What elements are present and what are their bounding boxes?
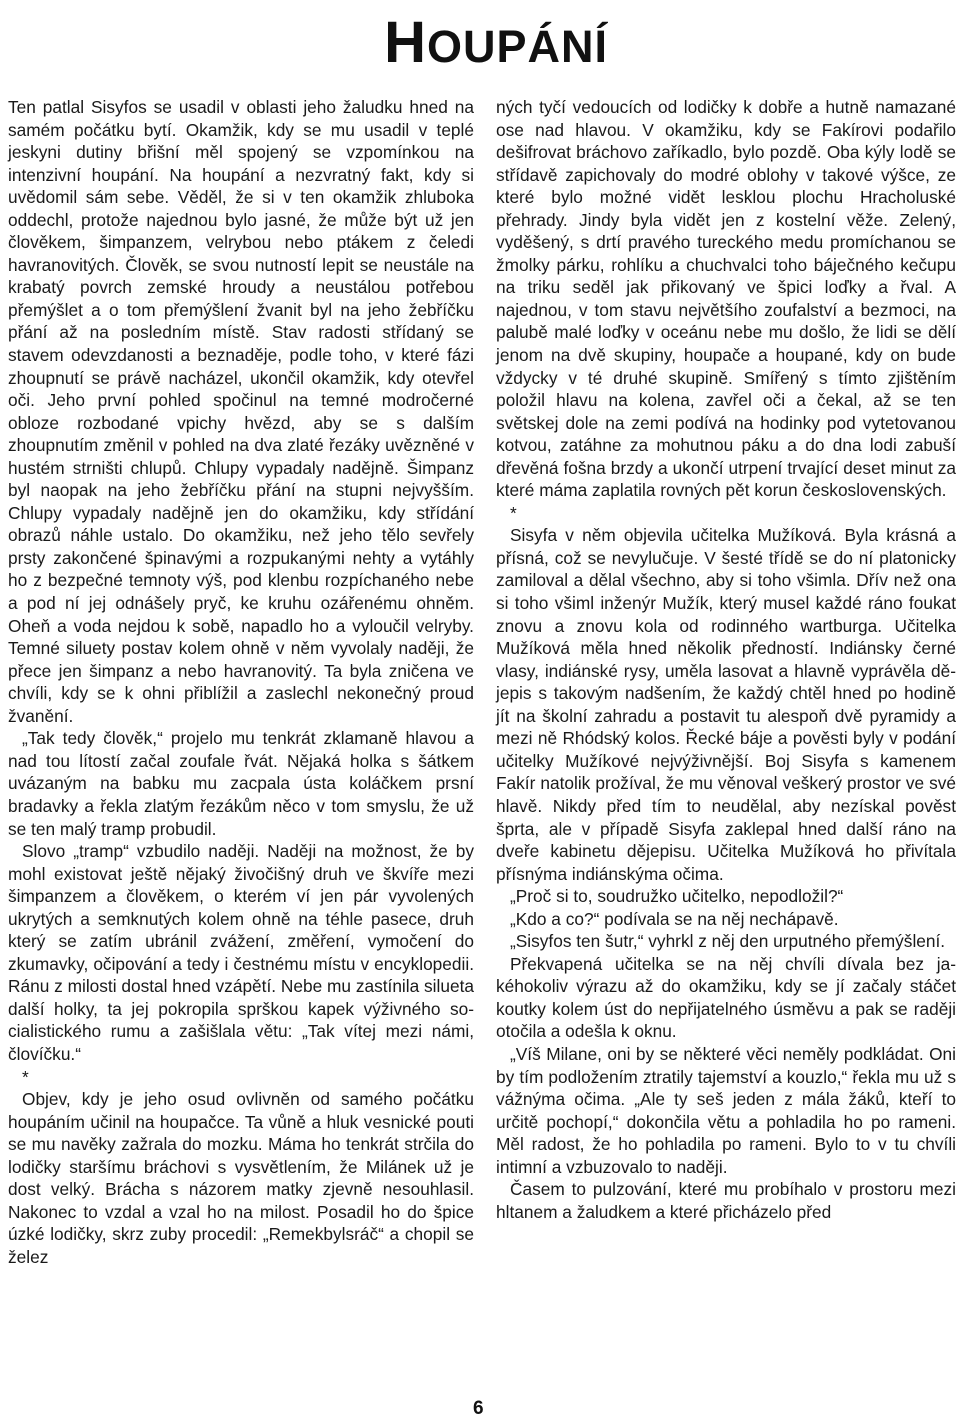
paragraph: Objev, kdy je jeho osud ovlivněn od samého počátku houpáním učinil na houpačce. Ta vůně a hluk vesnické pouti se mu navěky zažrala do mozku. Máma ho tenkrát strčila do lodičky staršímu bráchovi s vysvětlením, že Milánek už je dost velký. Brácha s názorem matky zjevně nesouhlasil. Nakonec to vzdal a vzal ho na milost. Posadil ho do špice úzké lodičky, skrz zuby procedil: „Remekbylsráč“ a chopil se želez [8, 1089, 474, 1267]
paragraph: Sisyfa v něm objevila učitelka Mužíková. Byla krásná a přísná, což se nevylučuje. V šesté třídě se do ní platonicky zamiloval a dělal všechno, aby si toho všimla. Dřív než ona si toho všiml inženýr Mužík, který musel každé ráno foukat znovu a znovu kola od rodinného wartburga. Učitelka Mužíková měla hned několik předností. Indiánsky černé vlasy, indiánské rysy, uměla lasovat a hlavně vyprávěla dějepis s takovým nadšením, že každý chtěl hned po hodině jít na školní zahradu a postavit tu alespoň dvě pyramidy a mezi ně Rhódský kolos. Řecké báje a pověsti byly v podání učitelky Mužíkové nejvýživnější. Boj Sisyfa s kamenem Fakír natolik prožíval, že mu věnoval veškerý prostor ve své hlavě. Nikdy před tím to neudělal, aby nezískal pověst šprta, ale v případě Sisyfa zaklepal hned další ráno na dveře kabinetu dějepisu. Učitelka Mužíková ho přivítala přísnýma indiánskýma očima. [496, 525, 956, 884]
paragraph: „Kdo a co?“ podívala se na něj nechápavě. [510, 908, 839, 929]
page-title [384, 10, 608, 75]
page-number: 6 [473, 1398, 484, 1419]
paragraph: Překvapená učitelka se na něj chvíli dívala bez jakéhokoliv výrazu až do okamžiku, kdy se jí začaly stáčet koutky kolem úst do nepřijatelného úsměvu a pak se raději otočila a odešla k oknu. [496, 953, 956, 1042]
title-initial: H [384, 10, 427, 75]
section-separator: * [510, 502, 517, 523]
paragraph: „Proč si to, soudružko učitelko, nepodložil?“ [510, 886, 844, 907]
paragraph: „Tak tedy člověk,“ projelo mu tenkrát zklamaně hlavou a nad tou lítostí začal zoufale řvát. Nějaká holka s šátkem uvázaným na babku mu zacpala ústa koláčkem prsní bradavky a řekla zlatým řezákům něco v tom smyslu, že už se ten malý tramp probudil. [8, 728, 474, 839]
left-text-column [8, 96, 474, 1268]
paragraph: „Víš Milane, oni by se některé věci neměly podkládat. Oni by tím podložením ztratily tajemství a kouzlo,“ řekla mu už s vážnýma očima. „Ale ty seš jeden z mála žáků, kteří to určitě pochopí,“ dokončila větu a pohladila ho po rameni. Měl radost, že ho pohladila po rameni. Bylo to v tu chvíli intimní a vzbuzovalo to naději. [496, 1043, 956, 1177]
paragraph: ných tyčí vedoucích od lodičky k dobře a hutně namazané ose nad hlavou. V okamžiku, kdy se Fakírovi podařilo dešifrovat bráchovo zaříkadlo, bylo pozdě. Oba kýly lodě se střídavě zapichovaly do modré oblohy v takové výšce, ze které bylo možné vidět lesklou plochu Hracholuské přehrady. Jindy byla vidět jen z kostelní věže. Zelený, vyděšený, s drtí pravého tureckého medu promíchanou se žmolky párku, rohlíku a chuchvalci toho báječného kečupu na triku seděl jak přikovaný ve špici loďky a řval. A najednou, v tom stavu největšího zoufalství a bezmoci, na palubě malé loďky v oceánu nebe mu došlo, že lidi se dělí jenom na dvě skupiny, houpače a houpané, kdy on bude vždycky v té druhé skupině. Smířený s tímto zjištěním položil hlavu na kolena, zavřel oči a čekal, až se ten světskej dole na zemi podívá na hodinky pod vytetovanou kotvou, zatáhne za mohutnou páku a do dna lodi zabuší dřevěná fošna brzdy a ukončí utrpení trvající deset minut za které máma zaplatila rovných pět korun československých. [496, 97, 956, 501]
title-rest: OUPÁNÍ [426, 21, 608, 72]
paragraph: „Sisyfos ten šutr,“ vyhrkl z něj den urputného přemýšlení. [510, 931, 946, 952]
paragraph: Slovo „tramp“ vzbudilo naději. Naději na možnost, že by mohl existovat ještě nějaký živočišný druh ve škvíře mezi šimpanzem a člověkem, o kterém ví jen pár vyvolených ukrytých a semknutých kolem ohně na téhle pasece, druh který se zatím ubránil zvážení, změření, vymočení do zkumavky, očipování a tedy i čestnému místu v encyklopedii. Ránu z milosti dostal hned vzápětí. Nebe mu zastínila silueta další holky, ta jej pokropila sprškou kapek výživného socialistického rumu a zašišlala větu: „Tak vítej mezi námi, človíčku.“ [8, 841, 474, 1064]
right-text-column [496, 96, 956, 1223]
paragraph: Časem to pulzování, které mu probíhalo v prostoru mezi hltanem a žaludkem a které přicházelo před [496, 1179, 956, 1222]
paragraph: Ten patlal Sisyfos se usadil v oblasti jeho žaludku hned na samém počátku bytí. Okamžik, kdy se mu usadil v teplé jeskyni dutiny břišní měl spojený se vzpomínkou na intenzivní houpání. Na houpání a nezvratný fakt, kdy si uvědomil sám sebe. Věděl, že si v ten okamžik zhluboka oddechl, protože najednou bylo jasné, že může být už jen člověkem, šimpanzem, velrybou nebo ptákem z čeledi havranovitých. Člověk, se svou nutností lepit se neustále na krabatý povrch zemské hroudy a neustálou potřebou přemýšlet a o tom přemýšlení žvanit byl na jeho žebříčku přání až na posledním místě. Stav radosti střídaný se stavem odevzdanosti a beznaděje, podle toho, v které fázi zhoupnutí se právě nacházel, ukončil okamžik, kdy otevřel oči. Jeho první pohled spočinul na temné modročerné obloze rozbodané vpichy hvězd, aby se s dalším zhoupnutím změnil v pohled na dva zlaté řezáky uvězněné v hustém strništi chlupů. Chlupy vypadaly nadějně. Šimpanz byl naopak na jeho žebříčku přání na stupni nejvyšším. Chlupy vypadaly nadějně jen do okamžiku, kdy střídání obrazů náhle ustalo. Do okamžiku, než jeho tělo sevřely prsty zakončené špinavými a rozpukanými nehty a vytáhly ho z bezpečné temnoty výš, pod klenbu rozpíchaného nebe a pod ní jej odnášely pryč, ke kruhu ozářenému ohněm. Oheň a voda nejdou k sobě, napadlo ho a vyloučil velryby. Temné siluety postav kolem ohně v něm vyvolaly naději, že přece jen šimpanz a nebo havranovitý. Ta byla zničena ve chvíli, kdy se k ohni přiblížil a zaslechl nekonečný proud žvanění. [8, 97, 474, 726]
section-separator: * [22, 1066, 29, 1087]
